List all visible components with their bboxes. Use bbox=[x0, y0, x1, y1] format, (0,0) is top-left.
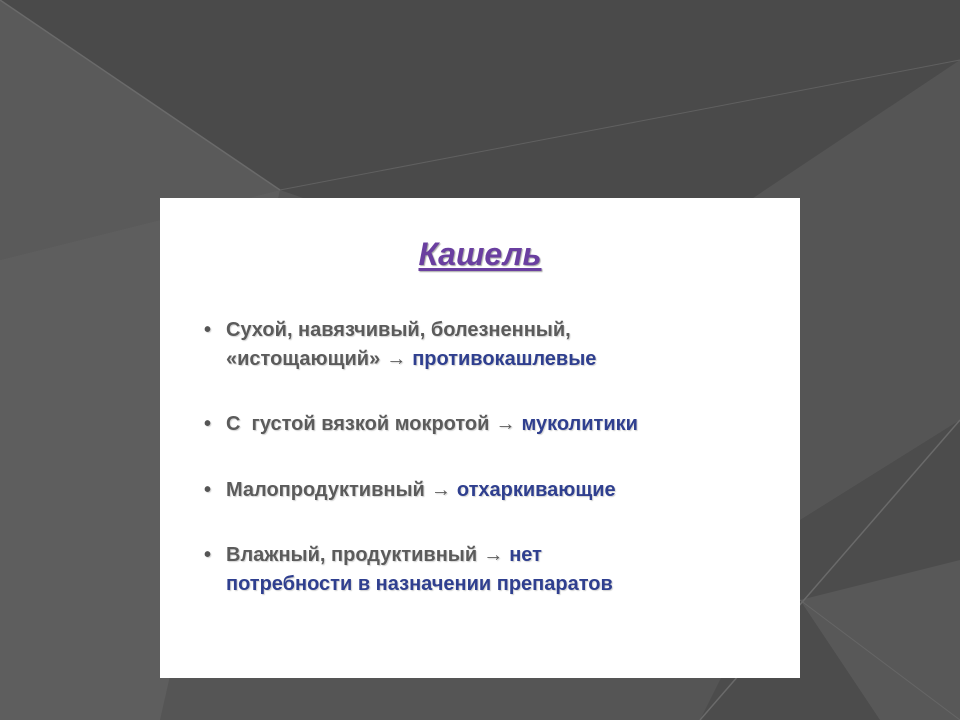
item-drug: муколитики bbox=[521, 413, 638, 435]
arrow-icon: → bbox=[495, 413, 516, 435]
item-text-line bbox=[226, 316, 784, 345]
bullet-icon: • bbox=[204, 544, 212, 566]
item-text-line bbox=[226, 541, 784, 570]
item-lead: Сухой, навязчивый, болезненный, bbox=[226, 319, 571, 341]
item-drug: отхаркивающие bbox=[456, 479, 616, 501]
bullet-icon: • bbox=[204, 479, 212, 501]
list-item bbox=[204, 476, 784, 505]
list-item bbox=[204, 410, 784, 439]
item-text-line bbox=[226, 476, 784, 505]
slide-content-card bbox=[160, 198, 800, 678]
arrow-icon: → bbox=[386, 348, 407, 370]
item-lead: С густой вязкой мокротой bbox=[226, 413, 490, 435]
arrow-icon: → bbox=[430, 479, 451, 501]
item-text-line bbox=[226, 345, 784, 374]
list-item bbox=[204, 541, 784, 599]
slide-title: Кашель bbox=[418, 236, 542, 272]
bullet-list bbox=[204, 316, 784, 599]
list-item bbox=[204, 316, 784, 374]
item-drug: противокашлевые bbox=[412, 348, 597, 370]
item-lead-2: «истощающий» bbox=[226, 348, 381, 370]
item-drug: нет bbox=[509, 544, 542, 566]
item-text-line bbox=[226, 410, 784, 439]
item-lead: Влажный, продуктивный bbox=[226, 544, 478, 566]
bullet-icon: • bbox=[204, 319, 212, 341]
item-drug-continued: потребности в назначении препаратов bbox=[226, 573, 613, 595]
item-lead: Малопродуктивный bbox=[226, 479, 425, 501]
arrow-icon: → bbox=[483, 544, 504, 566]
bullet-icon: • bbox=[204, 413, 212, 435]
